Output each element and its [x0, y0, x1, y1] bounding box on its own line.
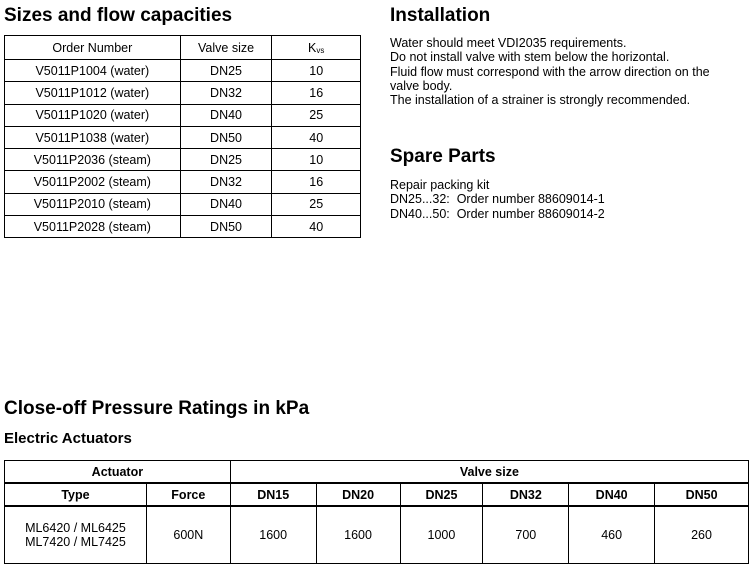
table-row [5, 126, 361, 148]
order-number-cell: V5011P1020 (water) [5, 104, 181, 126]
installation-line: The installation of a strainer is strongly recommended. [390, 93, 691, 108]
header-dn20: DN20 [316, 483, 400, 506]
pressure-column-row [5, 483, 749, 506]
header-order-number: Order Number [5, 36, 181, 60]
header-dn15: DN15 [230, 483, 316, 506]
actuator-force: 600N [146, 506, 230, 564]
installation-line: Fluid flow must correspond with the arrow direction on the [390, 64, 710, 79]
kvs-cell: 16 [272, 171, 361, 193]
spare-parts-line: DN25...32: Order number 88609014-1 [390, 192, 605, 207]
pressure-group-row [5, 461, 749, 484]
spare-parts-line: Repair packing kit [390, 178, 490, 192]
header-dn25: DN25 [400, 483, 483, 506]
order-number-cell: V5011P2036 (steam) [5, 149, 181, 171]
pressure-value-dn50: 260 [655, 506, 749, 564]
pressure-heading: Close-off Pressure Ratings in kPa [4, 398, 310, 419]
header-force: Force [146, 483, 230, 506]
sizes-header-row [5, 36, 361, 60]
pressure-value-dn32: 700 [483, 506, 569, 564]
order-number-cell: V5011P2010 (steam) [5, 193, 181, 215]
sizes-table [4, 35, 361, 238]
valve-size-cell: DN32 [180, 82, 272, 104]
valve-size-cell: DN50 [180, 126, 272, 148]
group-actuator: Actuator [5, 461, 231, 484]
valve-size-cell: DN25 [180, 60, 272, 82]
installation-line: Water should meet VDI2035 requirements. [390, 36, 627, 50]
table-row [5, 82, 361, 104]
pressure-value-dn20: 1600 [316, 506, 400, 564]
header-type: Type [5, 483, 147, 506]
table-row [5, 193, 361, 215]
header-dn50: DN50 [655, 483, 749, 506]
kvs-cell: 25 [272, 193, 361, 215]
header-kvs: $K_{vs}$ [272, 36, 361, 60]
pressure-value-dn40: 460 [569, 506, 655, 564]
installation-line: valve body. [390, 78, 453, 93]
installation-text [390, 36, 710, 107]
valve-size-cell: DN40 [180, 104, 272, 126]
order-number-cell: V5011P1012 (water) [5, 82, 181, 104]
installation-heading: Installation [390, 5, 491, 26]
header-dn40: DN40 [569, 483, 655, 506]
table-row [5, 216, 361, 238]
order-number-cell: V5011P1004 (water) [5, 60, 181, 82]
valve-size-cell: DN40 [180, 193, 272, 215]
order-number-cell: V5011P1038 (water) [5, 126, 181, 148]
kvs-cell: 40 [272, 126, 361, 148]
spare-parts-heading: Spare Parts [390, 146, 496, 167]
header-dn32: DN32 [483, 483, 569, 506]
table-row [5, 171, 361, 193]
actuator-type: ML6420 / ML6425 ML7420 / ML7425 [5, 506, 147, 564]
kvs-cell: 10 [272, 60, 361, 82]
pressure-value-dn15: 1600 [230, 506, 316, 564]
spare-parts-line: DN40...50: Order number 88609014-2 [390, 206, 605, 221]
spare-parts-text [390, 178, 605, 221]
table-row [5, 506, 749, 564]
valve-size-cell: DN32 [180, 171, 272, 193]
installation-line: Do not install valve with stem below the horizontal. [390, 50, 670, 65]
table-row [5, 104, 361, 126]
valve-size-cell: DN50 [180, 216, 272, 238]
table-row [5, 60, 361, 82]
order-number-cell: V5011P2002 (steam) [5, 171, 181, 193]
table-row [5, 149, 361, 171]
kvs-cell: 40 [272, 216, 361, 238]
kvs-cell: 16 [272, 82, 361, 104]
sizes-heading: Sizes and flow capacities [4, 5, 233, 26]
kvs-cell: 10 [272, 149, 361, 171]
kvs-cell: 25 [272, 104, 361, 126]
header-valve-size: Valve size [180, 36, 272, 60]
group-valve-size: Valve size [230, 461, 748, 484]
valve-size-cell: DN25 [180, 149, 272, 171]
order-number-cell: V5011P2028 (steam) [5, 216, 181, 238]
pressure-table [4, 460, 749, 564]
pressure-value-dn25: 1000 [400, 506, 483, 564]
electric-actuators-subheading: Electric Actuators [4, 430, 132, 447]
